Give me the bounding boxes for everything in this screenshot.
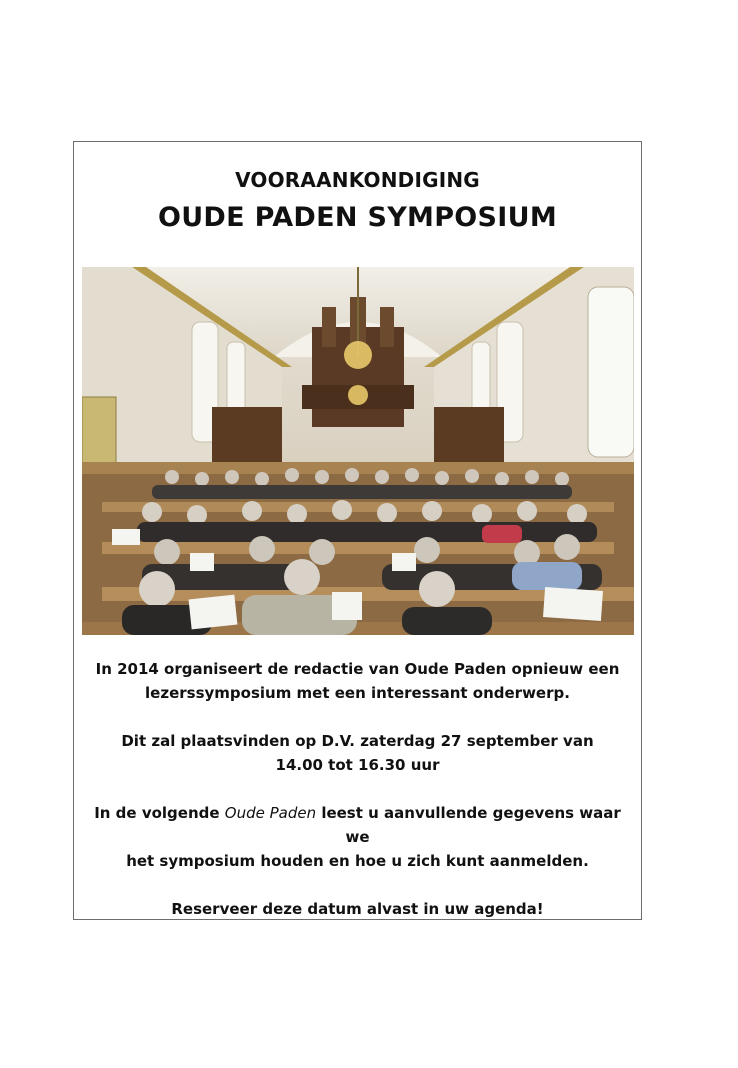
details-line-2: het symposium houden en hoe u zich kunt aanmelden. — [126, 852, 589, 870]
photo-illustration — [82, 267, 634, 635]
announcement-frame — [73, 141, 642, 920]
church-interior-photo — [82, 267, 634, 635]
reserve-line: Reserveer deze datum alvast in uw agenda! — [171, 900, 544, 918]
intro-line-1: In 2014 organiseert de redactie van Oude Paden opnieuw een — [95, 660, 620, 678]
details-prefix: In de volgende — [94, 804, 225, 822]
date-line-2: 14.00 tot 16.30 uur — [275, 756, 440, 774]
paragraph-intro — [80, 657, 635, 705]
paragraph-reserve — [80, 897, 635, 921]
announcement-body — [80, 657, 635, 945]
pre-announcement-label: VOORAANKONDIGING — [235, 168, 480, 192]
symposium-title: OUDE PADEN SYMPOSIUM — [157, 202, 558, 233]
details-emphasis: Oude Paden — [224, 804, 317, 822]
paragraph-details — [80, 801, 635, 873]
details-suffix: leest u aanvullende gegevens waar we — [316, 804, 621, 846]
paragraph-date — [80, 729, 635, 777]
date-line-1: Dit zal plaatsvinden op D.V. zaterdag 27 september van — [121, 732, 594, 750]
intro-line-2: lezerssymposium met een interessant onderwerp. — [145, 684, 570, 702]
